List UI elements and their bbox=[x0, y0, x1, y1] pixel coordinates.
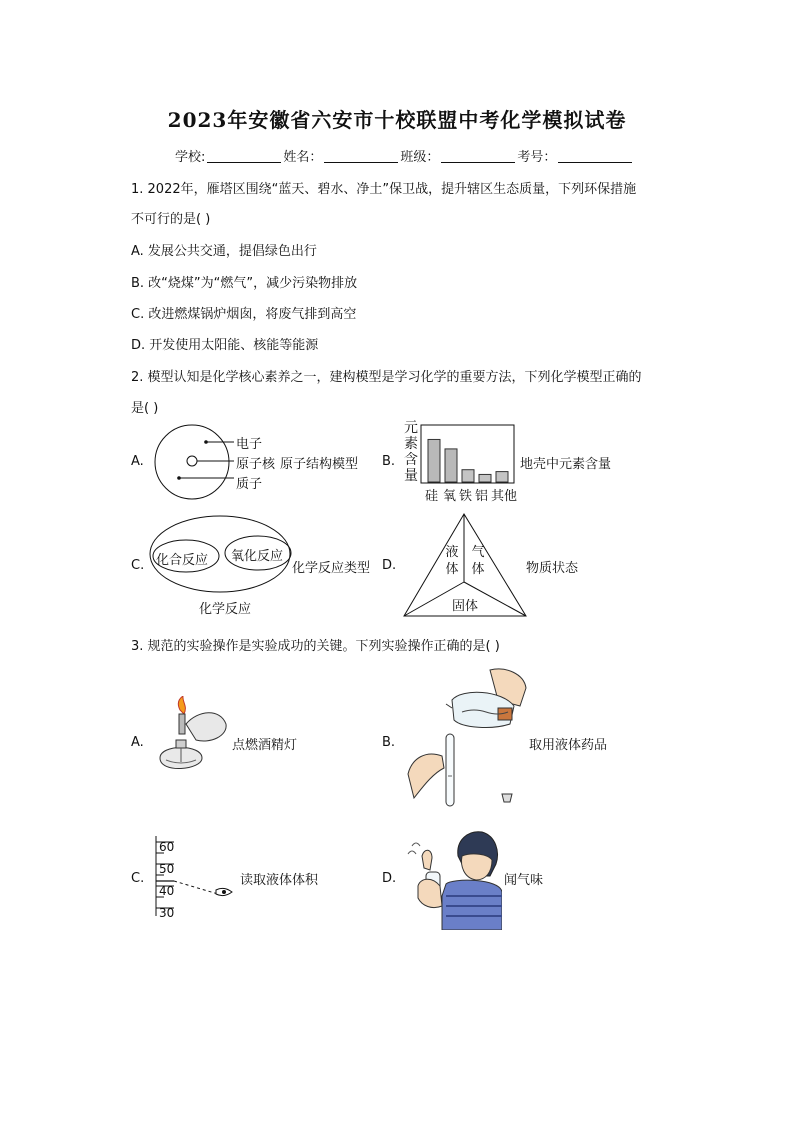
flame-icon bbox=[178, 696, 185, 714]
chart-ylabel bbox=[403, 420, 419, 484]
q3-a-caption: 点燃酒精灯 bbox=[232, 738, 298, 753]
q2-stem-line1: 2. 模型认知是化学核心素养之一，建构模型是学习化学的重要方法，下列化学模型正确的 bbox=[131, 370, 642, 385]
q3-b-letter: B. bbox=[382, 735, 396, 750]
q1-option-a: A. 发展公共交通，提倡绿色出行 bbox=[131, 244, 317, 259]
q1-option-d: D. 开发使用太阳能、核能等能源 bbox=[131, 338, 319, 353]
ylabel-char: 元 bbox=[404, 420, 418, 436]
chart-category-labels bbox=[425, 485, 525, 504]
reaction-types-caption: 化学反应类型 bbox=[292, 561, 371, 576]
tick-label: 40 bbox=[159, 884, 175, 898]
q2-d-letter: D. bbox=[382, 558, 397, 573]
bottle-mouth bbox=[446, 704, 452, 708]
category-label-other: 其他 bbox=[491, 489, 518, 504]
exam-no-blank bbox=[558, 150, 632, 163]
exam-no-label: 考号： bbox=[517, 150, 557, 165]
q3-stem-line1: 3. 规范的实验操作是实验成功的关键。下列实验操作正确的是( ) bbox=[131, 639, 500, 654]
chemical-reaction-label: 化学反应 bbox=[199, 602, 252, 617]
smelling-illustration bbox=[402, 826, 502, 930]
nucleus-circle bbox=[187, 456, 197, 466]
nucleus-label: 原子核 bbox=[236, 457, 276, 472]
chart-bars bbox=[428, 439, 508, 482]
q2-stem-line2: 是( ) bbox=[131, 401, 159, 416]
eye-pupil bbox=[222, 890, 226, 894]
name-blank bbox=[324, 150, 398, 163]
q3-c-letter: C. bbox=[131, 871, 145, 886]
category-label-fe: 铁 bbox=[459, 489, 473, 504]
holding-hand-icon bbox=[408, 754, 444, 798]
q1-stem-line2: 不可行的是( ) bbox=[131, 212, 211, 227]
upper-lamp-wick bbox=[179, 714, 185, 734]
cylinder-tick-labels bbox=[159, 836, 174, 924]
q1-option-b: B. 改“烧煤”为“燃气”，减少污染物排放 bbox=[131, 276, 358, 291]
proton-label: 质子 bbox=[236, 477, 263, 492]
category-label-si: 硅 bbox=[425, 489, 439, 504]
school-blank bbox=[207, 150, 281, 163]
class-label: 班级： bbox=[400, 150, 440, 165]
ylabel-char: 素 bbox=[404, 436, 418, 452]
combination-reaction-label: 化合反应 bbox=[156, 553, 209, 568]
ylabel-char: 量 bbox=[404, 468, 418, 484]
q1-option-c: C. 改进燃煤锅炉烟囱，将废气排到高空 bbox=[131, 307, 357, 322]
category-label-o: 氧 bbox=[443, 489, 457, 504]
tick-label: 50 bbox=[159, 862, 175, 876]
element-content-chart bbox=[420, 424, 520, 486]
liquid-label bbox=[444, 544, 460, 578]
student-info bbox=[175, 146, 634, 165]
q3-d-caption: 闻气味 bbox=[504, 873, 544, 888]
bottle-stopper bbox=[502, 794, 512, 802]
q3-b-caption: 取用液体药品 bbox=[529, 738, 608, 753]
lower-lamp-neck bbox=[176, 740, 186, 748]
states-caption: 物质状态 bbox=[526, 561, 579, 576]
bar-1 bbox=[445, 449, 457, 482]
bar-2 bbox=[462, 470, 474, 482]
q3-c-caption: 读取液体体积 bbox=[240, 873, 319, 888]
hand-icon bbox=[418, 879, 442, 907]
solid-label: 固体 bbox=[452, 599, 479, 614]
school-label: 学校: bbox=[175, 150, 206, 165]
alcohol-lamp-illustration bbox=[150, 696, 232, 780]
waft-line bbox=[412, 843, 420, 846]
chart-caption: 地壳中元素含量 bbox=[520, 457, 612, 472]
oxidation-reaction-label: 氧化反应 bbox=[231, 549, 284, 564]
q2-a-letter: A. bbox=[131, 454, 144, 469]
gas-char: 气 bbox=[471, 545, 485, 560]
class-blank bbox=[441, 150, 515, 163]
page-title: 2023年安徽省六安市十校联盟中考化学模拟试卷 bbox=[167, 108, 627, 132]
tilted-lamp-body bbox=[186, 713, 226, 741]
atom-boundary bbox=[155, 425, 229, 499]
wafting-hand-icon bbox=[422, 850, 432, 870]
tick-label: 30 bbox=[159, 906, 175, 920]
liquid-char: 液 bbox=[445, 545, 459, 560]
pour-liquid-illustration bbox=[402, 664, 530, 814]
gas-char: 体 bbox=[471, 562, 485, 577]
q2-b-letter: B. bbox=[382, 454, 396, 469]
category-label-al: 铝 bbox=[475, 489, 489, 504]
bar-3 bbox=[479, 474, 491, 482]
ylabel-char: 含 bbox=[404, 452, 418, 468]
tick-label: 60 bbox=[159, 840, 175, 854]
liquid-char: 体 bbox=[445, 562, 459, 577]
q1-stem-line1: 1. 2022年，雁塔区围绕“蓝天、碧水、净土”保卫战，提升辖区生态质量，下列环保措施 bbox=[131, 182, 637, 197]
name-label: 姓名： bbox=[283, 150, 323, 165]
gas-label bbox=[470, 544, 486, 578]
sight-line bbox=[174, 881, 218, 894]
q2-c-letter: C. bbox=[131, 558, 145, 573]
electron-label: 电子 bbox=[236, 437, 263, 452]
waft-line bbox=[408, 851, 416, 854]
bar-0 bbox=[428, 439, 440, 482]
atom-model-caption: 原子结构模型 bbox=[280, 457, 359, 472]
q3-a-letter: A. bbox=[131, 735, 144, 750]
bar-4 bbox=[496, 472, 508, 482]
test-tube bbox=[446, 734, 454, 806]
q3-d-letter: D. bbox=[382, 871, 397, 886]
